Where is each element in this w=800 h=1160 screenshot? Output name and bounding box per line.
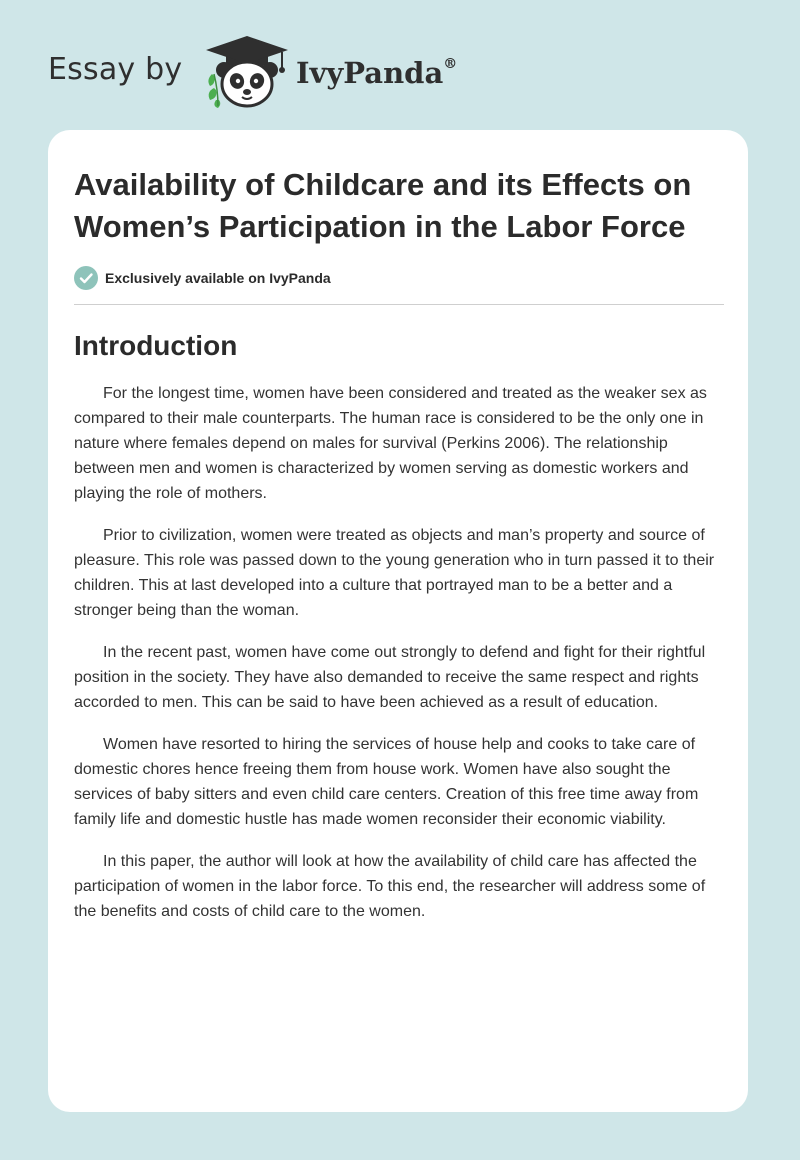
paragraph: For the longest time, women have been considered and treated as the weaker sex as compared to their male counterparts. The human race is considered to be the only one in nature where females depend on males for survival (Perkins 2006). The relationship between men and women is characterized by women serving as domestic workers and playing the role of mothers.: [74, 385, 707, 502]
divider: [74, 304, 724, 305]
paragraph: In the recent past, women have come out strongly to defend and fight for their rightful position in the society. They have also demanded to receive the same respect and rights accorded to men. This can be said to have been achieved as a result of education.: [74, 644, 706, 711]
check-circle-icon: [74, 266, 98, 290]
brand-name[interactable]: IvyPanda®: [296, 56, 458, 90]
section-heading-introduction: Introduction: [74, 330, 238, 361]
panda-graduate-icon[interactable]: [202, 34, 292, 108]
paragraph: In this paper, the author will look at how the availability of child care has affected the participation of women in the labor force. To this end, the researcher will address some of the benefits and costs of child care to the women.: [74, 853, 706, 920]
site-header: [48, 34, 508, 108]
badge-text: Exclusively available on IvyPanda: [105, 270, 331, 286]
essay-card: [48, 130, 748, 1112]
exclusive-badge: [74, 266, 724, 290]
essay-by-label: Essay by: [48, 52, 183, 87]
paragraph: Prior to civilization, women were treated as objects and man’s property and source of pleasure. This role was passed down to the young generation who in turn passed it to their children. This at last developed into a culture that portrayed man to be a better and a stronger being than the woman.: [74, 527, 715, 619]
essay-content: [74, 164, 724, 941]
registered-mark: ®: [443, 56, 458, 73]
paragraph: Women have resorted to hiring the services of house help and cooks to take care of domestic chores hence freeing them from house work. Women have also sought the services of baby sitters and even child care centers. Creation of this free time away from family life and domestic hustle has made women reconsider their economic viability.: [74, 736, 699, 828]
essay-title: Availability of Childcare and its Effects on Women’s Participation in the Labor Force: [74, 167, 692, 244]
essay-body: [74, 381, 724, 924]
